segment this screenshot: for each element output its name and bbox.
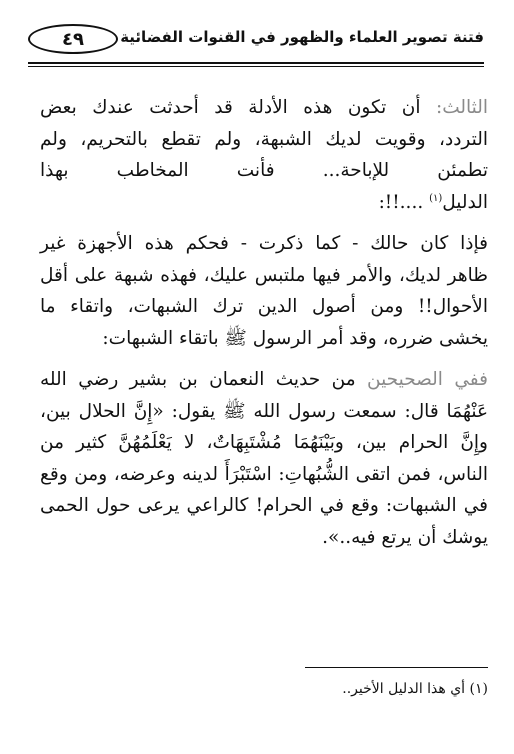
footnote: (١) أي هذا الدليل الأخير.. bbox=[342, 681, 488, 697]
text-run: الدليل bbox=[442, 191, 488, 213]
text-line bbox=[40, 92, 488, 124]
text-line: ظاهر لديك، والأمر فيها ملتبس عليك، فهذه شبهة على أقل bbox=[40, 264, 488, 286]
paragraph-2 bbox=[40, 228, 488, 354]
text-line bbox=[40, 187, 488, 219]
section-label: الثالث: bbox=[435, 97, 488, 118]
paragraph-1 bbox=[40, 92, 488, 218]
page-number: ٤٩ bbox=[28, 24, 118, 54]
footnote-rule bbox=[305, 667, 488, 668]
text-run: من حديث النعمان بن بشير رضي الله bbox=[40, 369, 367, 390]
footnote-ref: (١) bbox=[429, 192, 443, 204]
body-text bbox=[40, 92, 488, 553]
paragraph-3 bbox=[40, 364, 488, 553]
text-line: فإذا كان حالك - كما ذكرت - فحكم هذه الأجهزة غير bbox=[40, 233, 488, 254]
text-line: الناس، فمن اتقى الشُّبُهاتِ: اسْتَبْرَأَ لدينه وعرضه، ومن وقع bbox=[40, 463, 488, 485]
paragraph-gap bbox=[40, 218, 488, 228]
running-title: فتنة تصوير العلماء والظهور في القنوات الفضائية bbox=[120, 28, 484, 46]
text-line: التردد، وقويت لديك الشبهة، ولم تقطع بالتحريم، ولم bbox=[40, 128, 488, 150]
text-line bbox=[40, 364, 488, 396]
source-label: ففي الصحيحين bbox=[367, 369, 488, 390]
text-line: يوشك أن يرتع فيه..». bbox=[322, 526, 488, 548]
text-run: ....!!: bbox=[378, 191, 424, 213]
text-line: وإِنَّ الحرام بين، وبَيْنَهُمَا مُشْتَبِهَاتٌ، لا يَعْلَمُهُنَّ كثير من bbox=[40, 432, 488, 453]
text-line: الأحوال!! ومن أصول الدين ترك الشبهات، واتقاء ما bbox=[40, 296, 488, 317]
text-line: تطمئن للإباحة... فأنت المخاطب بهذا bbox=[40, 160, 488, 181]
paragraph-gap bbox=[40, 354, 488, 364]
text-run: أن تكون هذه الأدلة قد أحدثت عندك بعض bbox=[40, 97, 436, 118]
text-line: عَنْهُمَا قال: سمعت رسول الله ﷺ يقول: «إِنَّ الحلال بين، bbox=[40, 400, 488, 422]
page-header bbox=[28, 24, 484, 58]
text-line: في الشبهات: وقع في الحرام! كالراعي يرعى حول الحمى bbox=[40, 495, 488, 516]
header-rule bbox=[28, 62, 484, 64]
header-rule-thin bbox=[28, 66, 484, 67]
text-line: يخشى ضرره، وقد أمر الرسول ﷺ باتقاء الشبهات: bbox=[102, 327, 488, 349]
